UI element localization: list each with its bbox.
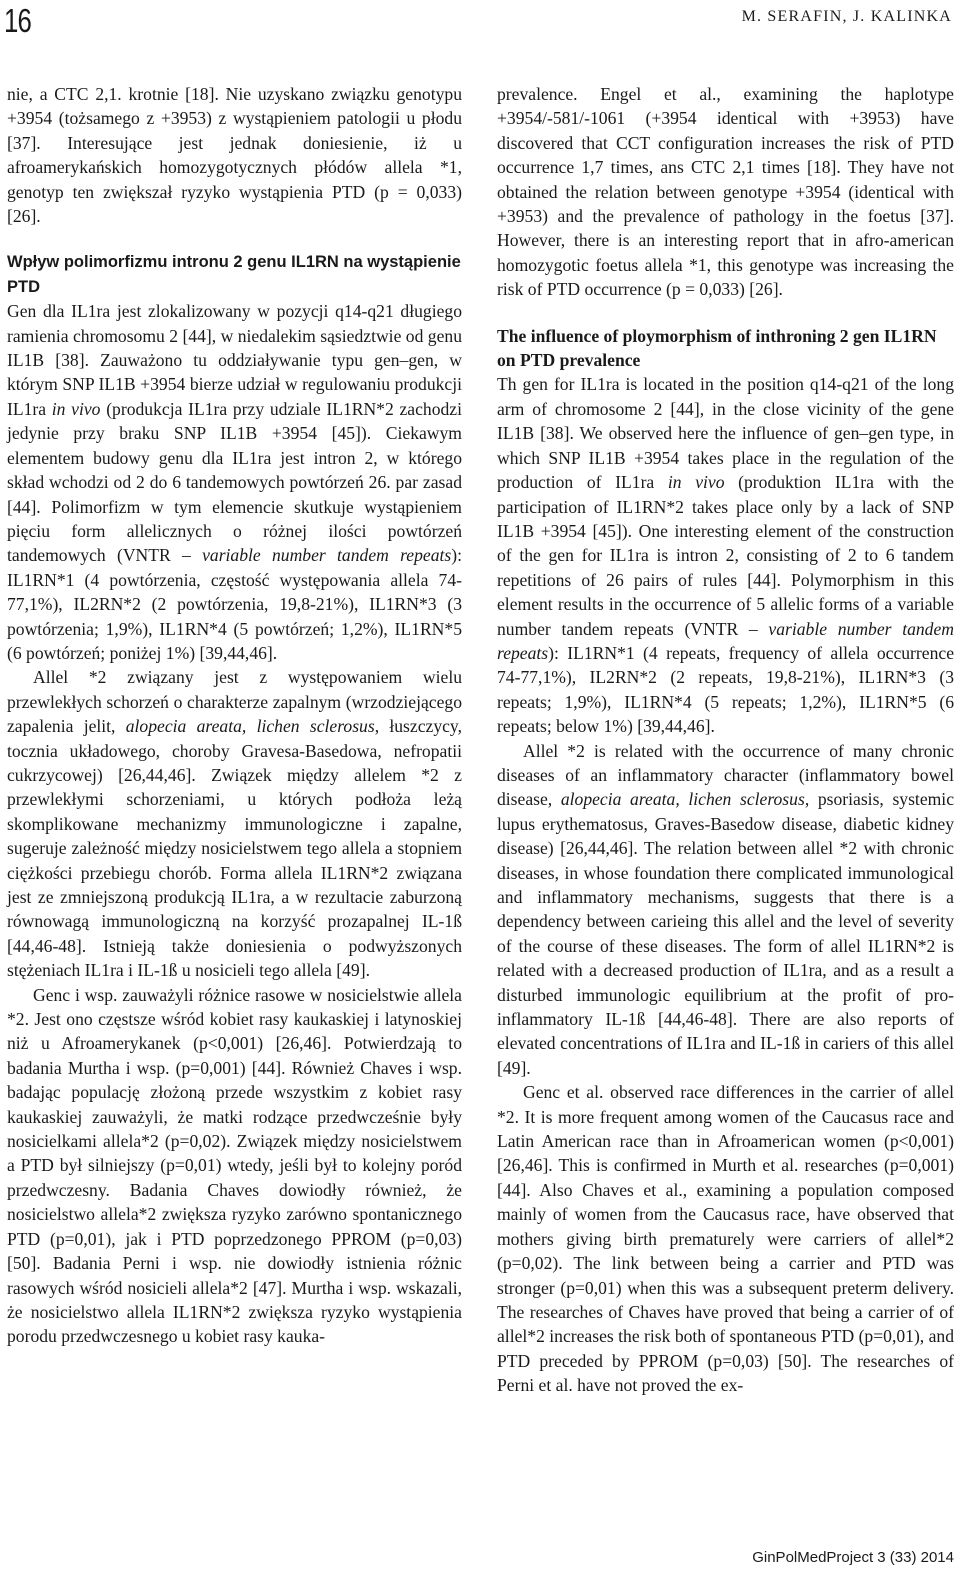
page-number: 16 xyxy=(4,2,32,39)
section-heading: The influence of ploymorphism of inthroning 2 gen IL1RN on PTD prevalence xyxy=(497,325,937,371)
paragraph: prevalence. Engel et al., examining the haplotype +3954/-581/-1061 (+3954 identical with +3953) have discovered that CCT configuration increases the risk of PTD occurrence 1,7 times, ans CTC 2,1 times [18]. They have not obtained the relation between genotype +3954 (identical with +3953) and the prevalence of pathology in the foetus [37]. However, there is an interesting report that in afro-american homozygotic foetus allela *1, this genotype was increasing the risk of PTD occurrence (p = 0,033) [26]. xyxy=(497,84,954,300)
left-column xyxy=(7,82,462,1349)
paragraph: Gen dla IL1ra jest zlokalizowany w pozycji q14-q21 długiego ramienia chromosomu 2 [44], w niedalekim sąsiedztwie od genu IL1B [38]. Zauważono tu oddziaływanie typu gen–gen, w którym SNP IL1B +3954 bierze udział w regulowaniu produkcji IL1ra in vivo (produkcja IL1ra przy udziale IL1RN*2 zachodzi jedynie przy braku SNP IL1B +3954 [45]). Ciekawym elementem budowy genu dla IL1ra jest intron 2, w którego skład wchodzi od 2 do 6 tandemowych powtórzeń 26. par zasad [44]. Polimorfizm w tym elemencie skutkuje wystąpieniem pięciu form allelicznych o różnej ilości powtórzeń tandemowych (VNTR – variable number tandem repeats): IL1RN*1 (4 powtórzenia, częstość występowania allela 74-77,1%), IL2RN*2 (2 powtórzenia, 19,8-21%), IL1RN*3 (3 powtórzenia; 1,9%), IL1RN*4 (5 powtórzeń; 1,2%), IL1RN*5 (6 powtórzeń; poniżej 1%) [39,44,46]. xyxy=(7,301,463,663)
paragraph: Allel *2 is related with the occurrence of many chronic diseases of an inflammatory character (inflammatory bowel disease, alopecia areata, lichen sclerosus, psoriasis, systemic lupus erythematosus, Graves-Basedow disease, diabetic kidney disease) [26,44,46]. The relation between allel *2 with chronic diseases, in whose foundation there complicated immunological and inflammatory mechanisms, suggests that there is a dependency between carieing this allel and the level of severity of the course of these diseases. The form of allel IL1RN*2 is related with a decreased production of IL1ra, and as a result a disturbed immunologic equilibrium at the profit of pro-inflammatory IL-1ß [44,46-48]. There are also reports of elevated concentrations of IL1ra and IL-1ß in cariers of this allel [49]. xyxy=(497,740,955,1078)
paragraph: nie, a CTC 2,1. krotnie [18]. Nie uzyskano związku genotypu +3954 (tożsamego z +3953) z wystąpieniem patologii u płodu [37]. Interesujące jest jednak doniesienie, iż u afroamerykańskich homozygotycznych płódów allela *1, genotyp ten zwiększał ryzyko wystąpienia PTD (p = 0,033) [26]. xyxy=(7,84,462,227)
running-head: M. SERAFIN, J. KALINKA xyxy=(741,8,952,25)
paragraph: Genc et al. observed race differences in the carrier of allel *2. It is more frequent among women of the Caucasus race and Latin American race than in Afroamerican women (p<0,001) [26,46]. This is confirmed in Murth et al. researches (p=0,001) [44]. Also Chaves et al., examining a population composed mainly of women from the Caucasus race, have observed that mothers giving birth prematurely were carriers of allel*2 (p=0,02). The link between being a carrier and PTD was stronger (p=0,01) when this was a subsequent preterm delivery. The researches of Chaves have proved that being a carrier of of allel*2 increases the risk both of spontaneous PTD (p=0,01), and PTD preceded by PPROM (p=0,03) [50]. The researches of Perni et al. have not proved the ex- xyxy=(497,1082,954,1396)
section-heading: Wpływ polimorfizmu intronu 2 genu IL1RN na wystąpienie PTD xyxy=(7,253,461,296)
paragraph: Allel *2 związany jest z występowaniem wielu przewlekłych schorzeń o charakterze zapalnym (wrzodziejącego zapalenia jelit, alopecia areata, lichen sclerosus, łuszczycy, tocznia układowego, choroby Gravesa-Basedowa, nefropatii cukrzycowej) [26,44,46]. Związek między allelem *2 z przewlekłymi schorzeniami, u których podłoża leżą skomplikowane mechanizmy immunologiczne i zapalne, sugeruje zależność między nosicielstwem tego allela a stopniem ciężkości przebiegu chorób. Forma allela IL1RN*2 związana jest ze zmniejszoną produkcją IL1ra, a w rezultacie zaburzoną równowagą immunologiczną na korzyść prozapalnej IL-1ß [44,46-48]. Istnieją także doniesienia o podwyższonych stężeniach IL1ra i IL-1ß u nosicieli tego allela [49]. xyxy=(7,667,462,981)
journal-footer: GinPolMedProject 3 (33) 2014 xyxy=(752,1549,954,1566)
paragraph: Th gen for IL1ra is located in the position q14-q21 of the long arm of chromosome 2 [44], in the close vicinity of the gene IL1B [38]. We observed here the influence of gen–gen type, in which SNP IL1B +3954 takes place in the regulation of the production of IL1ra in vivo (produktion IL1ra with the participation of IL1RN*2 takes place only by a lack of SNP IL1B +3954 [45]). One interesting element of the construction of the gen for IL1ra is intron 2, consisting of 2 to 6 tandem repetitions of 26 pairs of rules [44]. Polymorphism in this element results in the occurrence of 5 allelic forms of a variable number tandem repeats (VNTR – variable number tandem repeats): IL1RN*1 (4 repeats, frequency of allela occurrence 74-77,1%), IL2RN*2 (2 repeats, 19,8-21%), IL1RN*3 (3 repeats; 1,9%), IL1RN*4 (5 repeats; 1,2%), IL1RN*5 (6 repeats; below 1%) [39,44,46]. xyxy=(497,374,954,737)
paragraph: Genc i wsp. zauważyli różnice rasowe w nosicielstwie allela *2. Jest ono częstsze wśród kobiet rasy kaukaskiej i latynoskiej niż u Afroamerykanek (p<0,001) [26,46]. Potwierdzają to badania Murtha i wsp. (p=0,001) [44]. Również Chaves i wsp. badając populację złożoną przede wszystkim z kobiet rasy kaukaskiej zauważyli, że matki rodzące przedwcześnie były nosicielkami allela*2 (p=0,02). Związek między nosicielstwem a PTD był silniejszy (p=0,01) wtedy, jeśli był to kolejny poród przedwczesny. Badania Chaves dowiodły również, że nosicielstwo allela*2 zwiększa ryzyko zarówno spontanicznego PTD (p=0,01), jak i PTD poprzedzonego PPROM (p=0,03) [50]. Badania Perni i wsp. nie dowiodły istnienia różnic rasowych wśród nosicieli allela*2 [47]. Murtha i wsp. wskazali, że nosicielstwo allela IL1RN*2 zwiększa ryzyko wystąpienia porodu przedwczesnego u kobiet rasy kauka- xyxy=(7,984,462,1347)
right-column xyxy=(497,82,954,1398)
